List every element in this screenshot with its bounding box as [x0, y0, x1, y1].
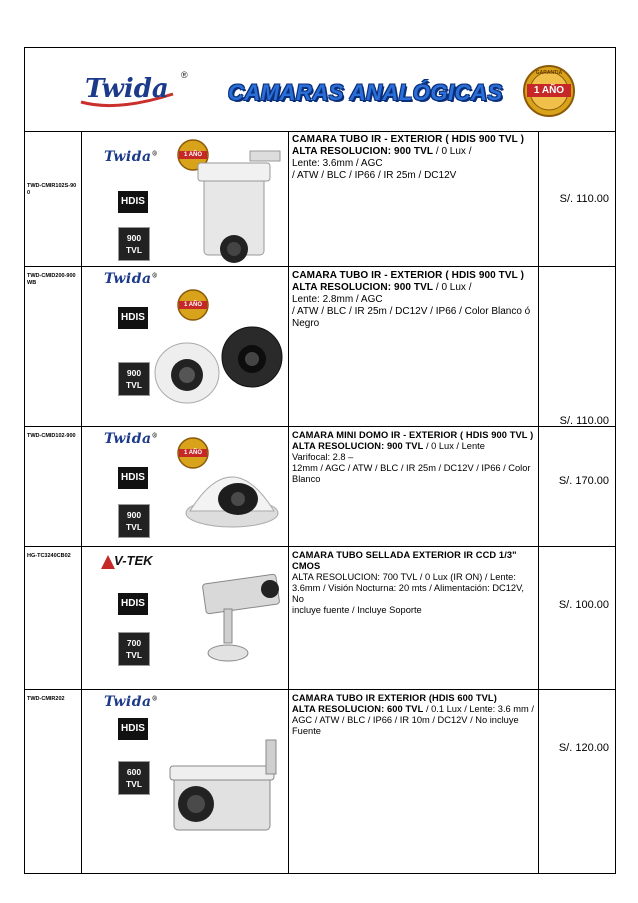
tvl-badge: 900 TVL [119, 363, 149, 395]
resolution-label: ALTA RESOLUCION: 900 TVL [292, 441, 424, 451]
brand-logo-text: Twida [85, 74, 169, 104]
brand-logo [77, 72, 189, 112]
warranty-medal-icon: 1 AÑO [174, 139, 212, 176]
catalog-header [25, 48, 615, 132]
description-cell [289, 267, 539, 426]
product-title: CAMARA TUBO IR - EXTERIOR ( HDIS 900 TVL ) [292, 134, 524, 145]
product-row [25, 547, 615, 690]
price-cell [539, 427, 615, 546]
price-cell [539, 547, 615, 689]
resolution-label: ALTA RESOLUCION: 900 TVL [292, 146, 434, 157]
code-cell [25, 427, 82, 546]
product-code: TWD-CMID200-900WB [27, 273, 76, 286]
spec-line: Lente: 2.8mm / AGC [292, 294, 383, 305]
code-cell [25, 690, 82, 873]
product-price: S/. 110.00 [559, 415, 609, 427]
bullet-camera-image [180, 145, 288, 268]
hdis-badge: HDIS [118, 467, 148, 489]
resolution-label: ALTA RESOLUCION: 600 TVL [292, 704, 424, 714]
product-description: CAMARA MINI DOMO IR - EXTERIOR ( HDIS 900 TVL ) ALTA RESOLUCION: 900 TVL / 0 Lux / Lente Varifocal: 2.8 – 12mm / AGC / ATW / BLC / IR 25m / DC12V / IP66 / Color Blanco [292, 430, 534, 484]
brand-mark: Twida® [104, 271, 159, 287]
product-code: TWD-CMIR102S-900 [27, 183, 77, 196]
product-title: CAMARA TUBO IR - EXTERIOR ( HDIS 900 TVL ) [292, 270, 524, 281]
code-cell [25, 131, 82, 266]
spec-line: Blanco [292, 474, 321, 484]
tvl-badge: 900 TVL [119, 228, 149, 260]
product-price: S/. 170.00 [558, 475, 609, 487]
sealed-tube-camera-image [194, 571, 284, 672]
description-cell [289, 427, 539, 546]
hdis-badge: HDIS [118, 307, 148, 329]
image-cell [82, 267, 289, 426]
image-cell [82, 547, 289, 689]
product-row [25, 267, 615, 427]
tvl-badge: 900 TVL [119, 505, 149, 537]
dome-camera-white-image [152, 325, 222, 410]
code-cell [25, 547, 82, 689]
image-cell [82, 427, 289, 546]
spec-line: incluye fuente / Incluye Soporte [292, 605, 422, 615]
product-description: CAMARA TUBO IR - EXTERIOR ( HDIS 900 TVL ) ALTA RESOLUCION: 900 TVL / 0 Lux / Lente: 2.8mm / AGC / ATW / BLC / IR 25m / DC12V / IP66 / Color Blanco ó Negro [292, 270, 534, 330]
product-title: CAMARA TUBO IR EXTERIOR (HDIS 600 TVL) [292, 693, 497, 703]
tube-camera-image [166, 730, 286, 875]
product-row [25, 690, 615, 873]
spec-line: AGC / ATW / BLC / IP66 / IR 10m / DC12V / No incluye [292, 715, 519, 725]
image-cell [82, 690, 289, 873]
mini-dome-camera-image [182, 453, 282, 538]
warranty-badge [517, 64, 581, 118]
spec-line: / ATW / BLC / IR 25m / DC12V / IP66 / Color Blanco ó Negro [292, 306, 531, 329]
product-description: CAMARA TUBO IR - EXTERIOR ( HDIS 900 TVL ) ALTA RESOLUCION: 900 TVL / 0 Lux / Lente: 3.6mm / AGC / ATW / BLC / IP66 / IR 25m / DC12V [292, 134, 534, 182]
vtek-logo-text: V-TEK [114, 553, 153, 568]
brand-mark: Twida® [104, 694, 159, 710]
spec-line: ALTA RESOLUCION: 700 TVL / 0 Lux (IR ON) / Lente: [292, 572, 516, 582]
price-cell [539, 690, 615, 873]
product-code: TWD-CMID102-900 [27, 433, 76, 439]
product-price: S/. 120.00 [558, 742, 609, 754]
product-row [25, 427, 615, 547]
page-title: CAMARAS ANALÓGICAS [228, 80, 503, 105]
spec-line: Lente: 3.6mm / AGC [292, 158, 383, 169]
product-title: CAMARA MINI DOMO IR - EXTERIOR ( HDIS 900 TVL ) [292, 430, 534, 440]
hdis-badge: HDIS [118, 191, 148, 213]
product-row [25, 131, 615, 267]
catalog-sheet [24, 47, 616, 874]
vtek-logo [100, 553, 160, 571]
product-description [292, 550, 534, 616]
warranty-ribbon-text: GARANTIA [535, 70, 563, 76]
hdis-badge: HDIS [118, 593, 148, 615]
product-title: CAMARA TUBO SELLADA EXTERIOR IR CCD 1/3" CMOS [292, 550, 517, 571]
product-price: S/. 100.00 [558, 599, 609, 611]
dome-camera-black-image [220, 315, 284, 396]
spec-line: 12mm / AGC / ATW / BLC / IR 25m / DC12V / IP66 / Color [292, 463, 531, 473]
spec-line: 3.6mm / Visión Nocturna: 20 mts / Alimentación: DC12V, No [292, 583, 525, 604]
spec-line: Fuente [292, 726, 321, 736]
spec-line: / ATW / BLC / IP66 / IR 25m / DC12V [292, 170, 457, 181]
image-cell [82, 131, 289, 266]
code-cell [25, 267, 82, 426]
resolution-label: ALTA RESOLUCION: 900 TVL [292, 282, 434, 293]
brand-mark: Twida® [104, 431, 159, 447]
warranty-medal-icon: 1 AÑO [174, 289, 212, 326]
registered-icon: ® [181, 70, 188, 80]
product-description: CAMARA TUBO IR EXTERIOR (HDIS 600 TVL) ALTA RESOLUCION: 600 TVL / 0.1 Lux / Lente: 3.6 mm / AGC / ATW / BLC / IP66 / IR 10m / DC12V / No incluye Fuente [292, 693, 534, 736]
product-code: HG-TC3240CB02 [27, 553, 71, 559]
tvl-badge: 700 TVL [119, 633, 149, 665]
description-cell [289, 547, 539, 689]
brand-mark: Twida® [104, 149, 159, 165]
description-cell [289, 131, 539, 266]
price-cell [539, 131, 615, 266]
price-cell [539, 267, 615, 426]
product-code: TWD-CMIR202 [27, 696, 65, 702]
warranty-medal-icon: 1 AÑO [174, 437, 212, 474]
warranty-badge-text: 1 AÑO [533, 85, 565, 96]
spec-line: Varifocal: 2.8 – [292, 452, 354, 462]
product-price: S/. 110.00 [559, 193, 609, 205]
tvl-badge: 600 TVL [119, 762, 149, 794]
description-cell [289, 690, 539, 873]
hdis-badge: HDIS [118, 718, 148, 740]
